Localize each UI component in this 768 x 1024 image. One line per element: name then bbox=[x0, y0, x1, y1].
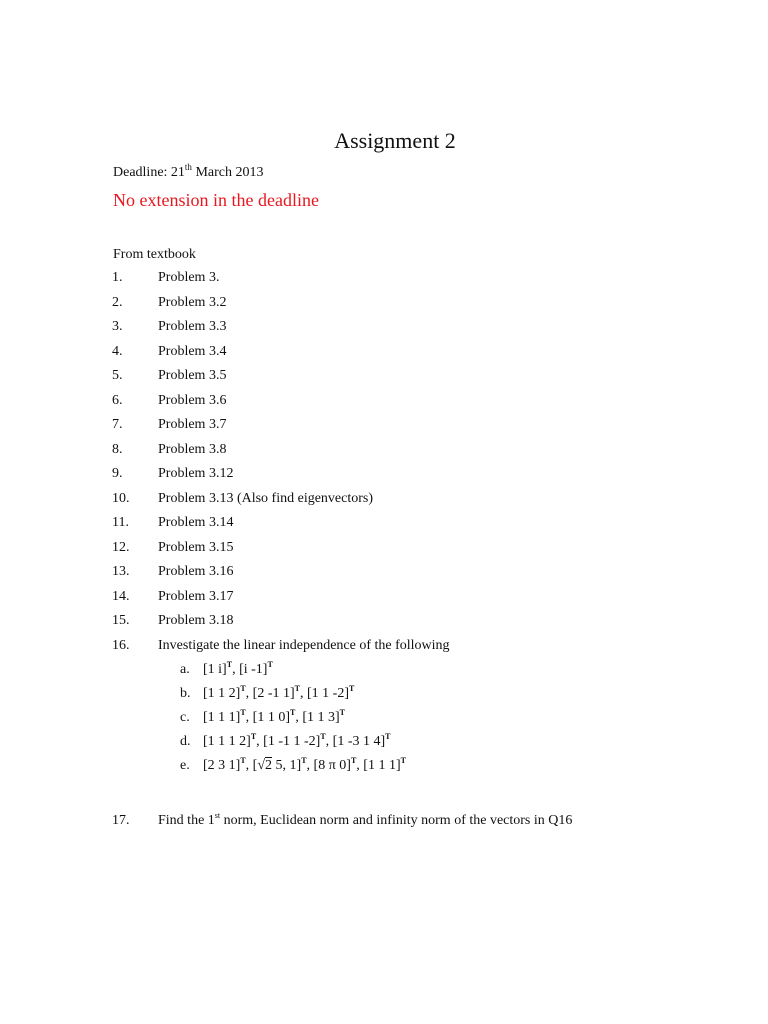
item-number: 8. bbox=[112, 441, 123, 457]
item-number: 2. bbox=[112, 294, 123, 310]
item-number: 3. bbox=[112, 319, 123, 334]
item-text: Problem 3.16 bbox=[158, 564, 234, 579]
item-number: 7. bbox=[112, 417, 123, 432]
item-number: 10. bbox=[112, 490, 130, 506]
sub-letter: b. bbox=[180, 686, 191, 701]
source-label: From textbook bbox=[113, 247, 196, 262]
vector-set: [1 i]$^T$, [i -1]$^T$ bbox=[203, 660, 273, 677]
item-number: 5. bbox=[112, 368, 123, 383]
item-text: Problem 3.17 bbox=[158, 588, 234, 604]
sub-letter: d. bbox=[180, 734, 191, 749]
assignment-title: Assignment 2 bbox=[334, 128, 456, 153]
item-text: Problem 3.4 bbox=[158, 343, 227, 359]
item-number: 16. bbox=[112, 637, 130, 653]
sub-letter: c. bbox=[180, 710, 190, 725]
sqrt-symbol: [√ bbox=[252, 758, 266, 773]
item-text: Find the 1st norm, Euclidean norm and infinity norm of the vectors in Q16 bbox=[158, 811, 573, 828]
item-number: 6. bbox=[112, 392, 123, 408]
item-text: Problem 3.8 bbox=[158, 441, 227, 457]
deadline-line bbox=[113, 162, 263, 184]
sub-letter: e. bbox=[180, 758, 190, 773]
item-text: Problem 3.15 bbox=[158, 539, 234, 555]
item-text: Problem 3.3 bbox=[158, 319, 227, 334]
item-number: 9. bbox=[112, 466, 123, 481]
item-number: 15. bbox=[112, 613, 130, 628]
vector-set: [2 3 1]$^T$, [√2 5, 1]$^T$, [8 π 0]$^T$, [1 1 1]$^T$ bbox=[203, 756, 406, 773]
sub-letter: a. bbox=[180, 662, 190, 677]
item-text: Problem 3.2 bbox=[158, 294, 227, 310]
item-number: 13. bbox=[112, 564, 130, 579]
vector-set: [1 1 1 2]$^T$, [1 -1 1 -2]$^T$, [1 -3 1 4]$^T$ bbox=[203, 732, 391, 749]
item-text: Problem 3.14 bbox=[158, 515, 234, 530]
deadline-suffix: March 2013 bbox=[191, 165, 264, 180]
item-number: 17. bbox=[112, 813, 130, 828]
item-text: Problem 3.6 bbox=[158, 392, 227, 408]
item-number: 11. bbox=[112, 515, 129, 530]
deadline-prefix: Deadline: 21 bbox=[113, 165, 185, 180]
item-text: Problem 3. bbox=[158, 270, 220, 285]
item-number: 4. bbox=[112, 343, 123, 359]
item-text: Problem 3.12 bbox=[158, 466, 234, 481]
vector-set: [1 1 2]$^T$, [2 -1 1]$^T$, [1 1 -2]$^T$ bbox=[203, 684, 355, 701]
item-text: Problem 3.18 bbox=[158, 613, 234, 628]
item-number: 1. bbox=[112, 270, 123, 285]
item-number: 12. bbox=[112, 539, 130, 555]
item-text: Problem 3.13 (Also find eigenvectors) bbox=[158, 490, 374, 506]
deadline-ordinal: th bbox=[184, 162, 192, 172]
item-number: 14. bbox=[112, 588, 130, 604]
item-text: Investigate the linear independence of the following bbox=[158, 637, 450, 653]
item-text: Problem 3.5 bbox=[158, 368, 227, 383]
no-extension-notice: No extension in the deadline bbox=[113, 190, 319, 210]
item-text: Problem 3.7 bbox=[158, 417, 227, 432]
vector-set: [1 1 1]$^T$, [1 1 0]$^T$, [1 1 3]$^T$ bbox=[203, 708, 346, 725]
